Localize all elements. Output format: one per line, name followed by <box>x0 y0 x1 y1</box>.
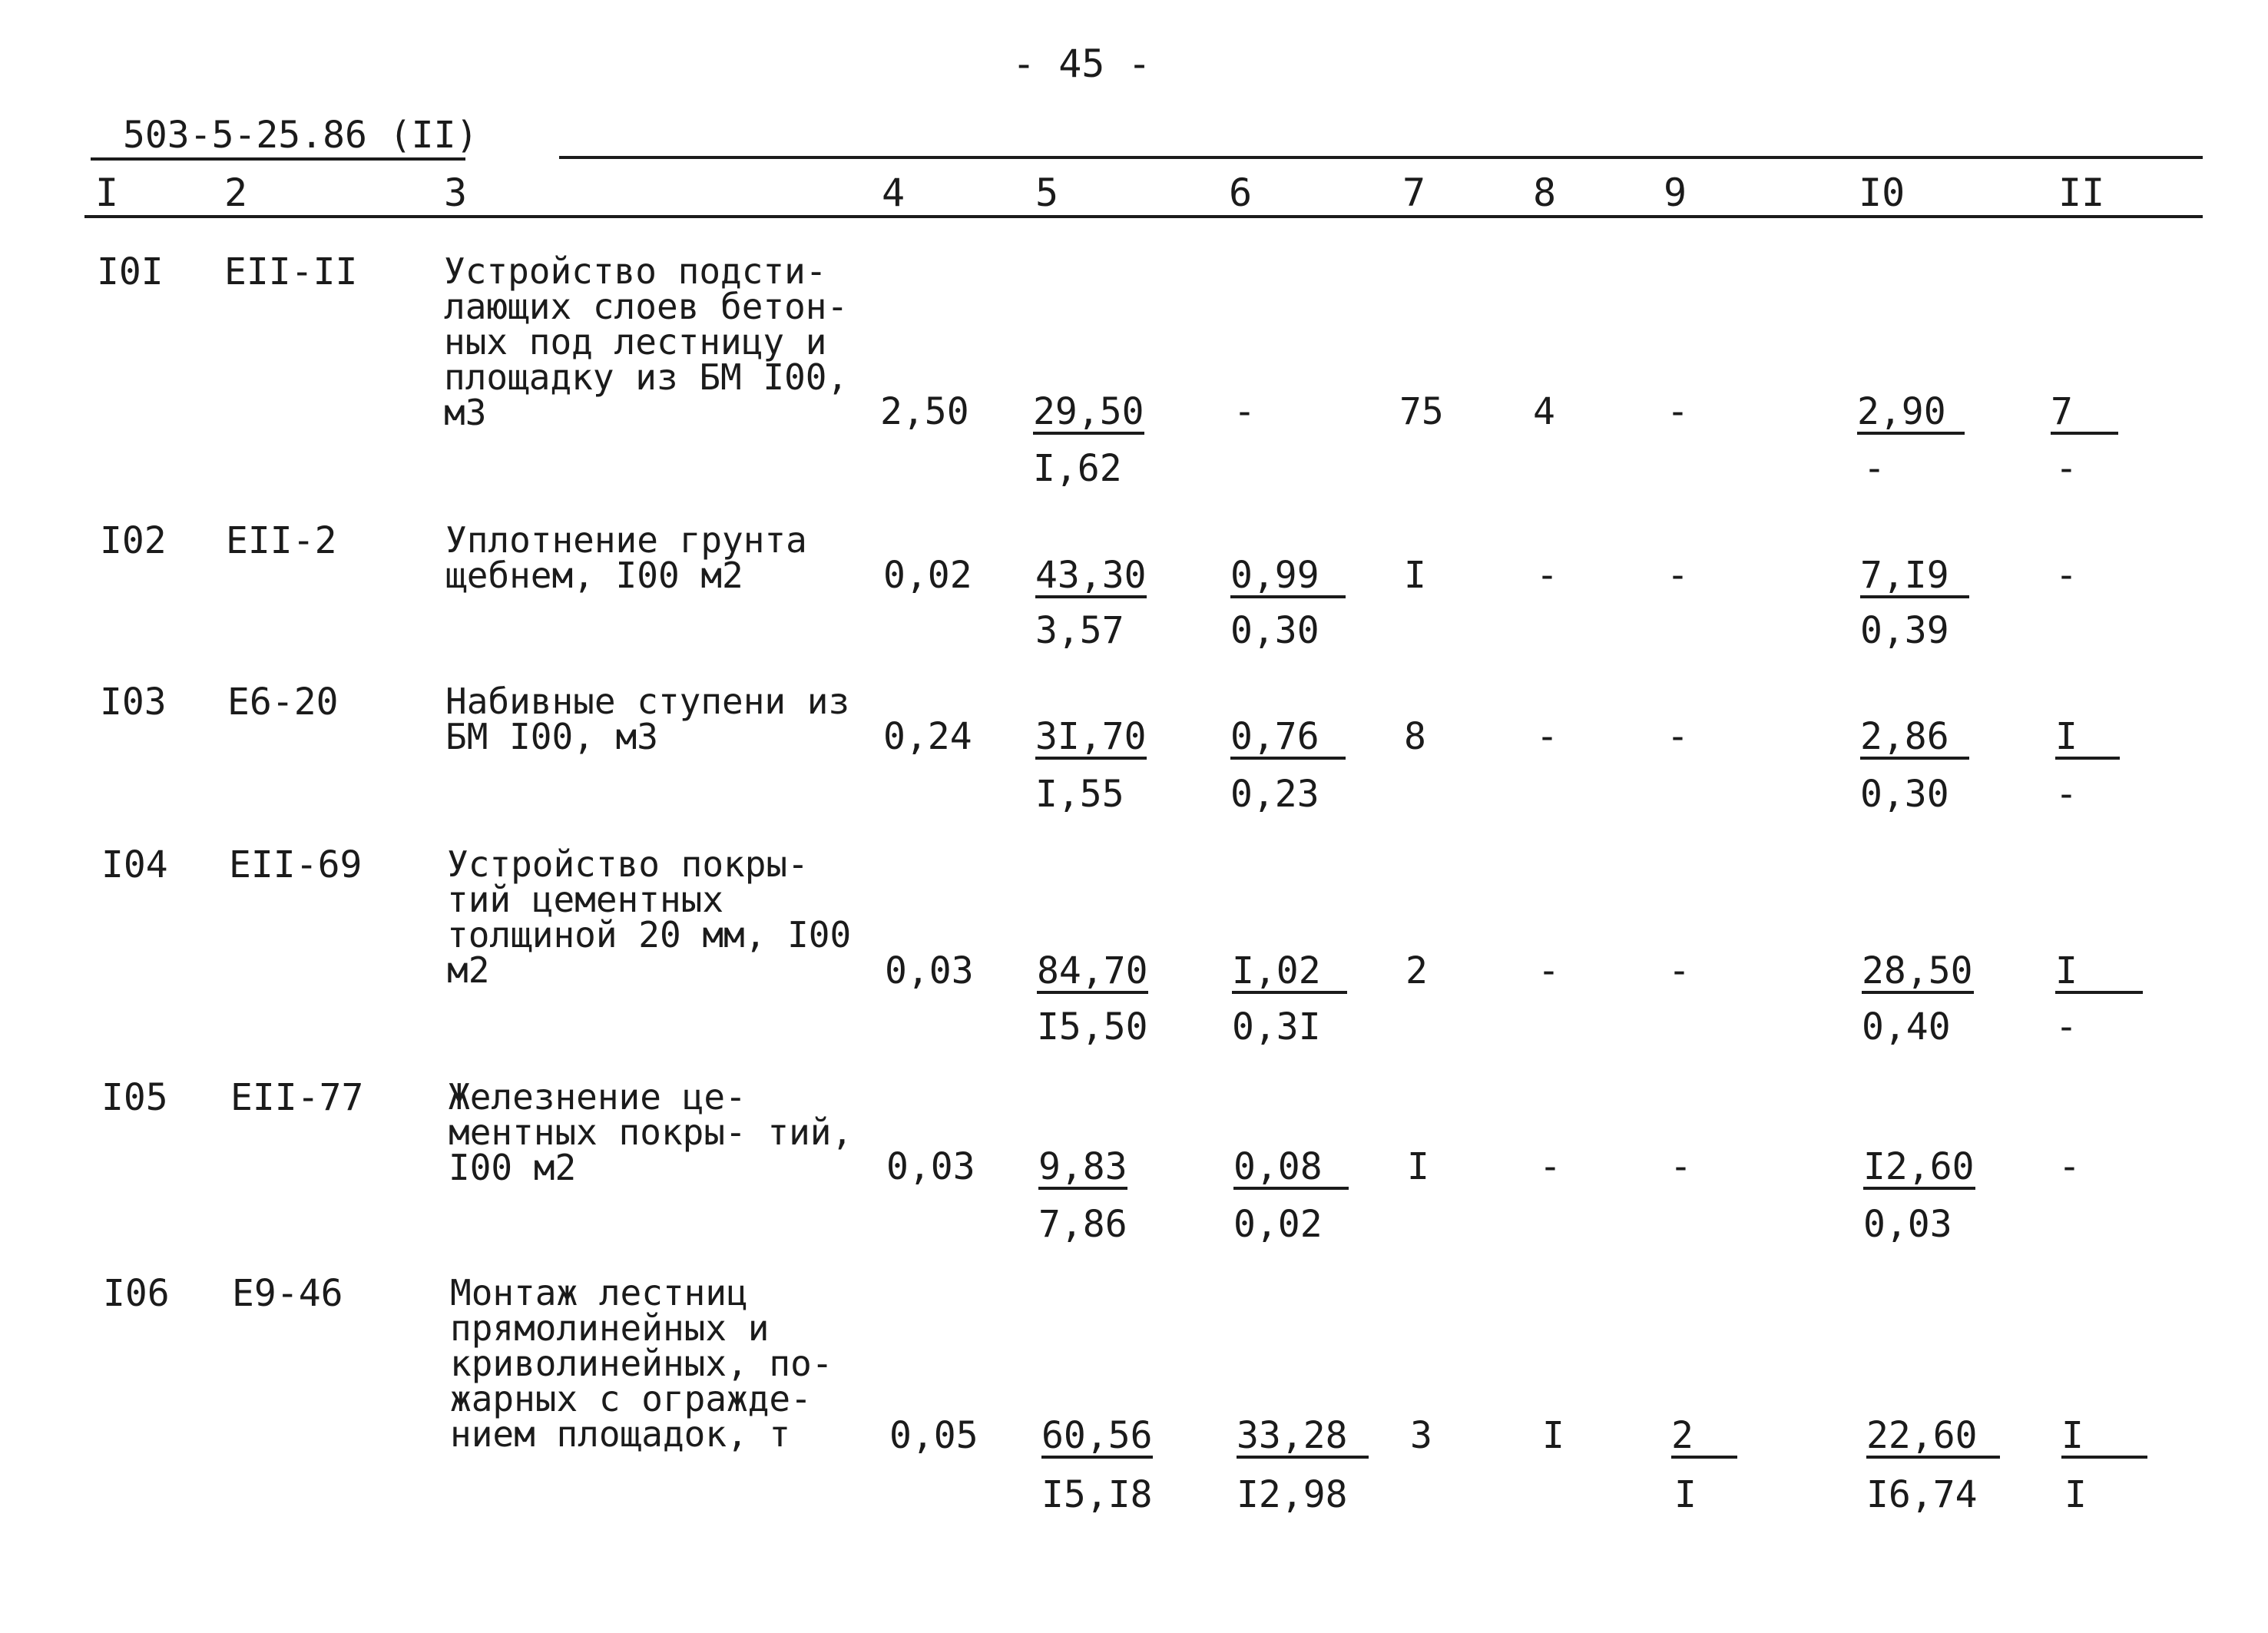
row-quantity: 0,02 <box>883 554 972 597</box>
row-code: EII-69 <box>229 843 363 886</box>
header-top-rule <box>559 156 2203 159</box>
col7: I <box>1407 1145 1429 1188</box>
row-code: EII-2 <box>226 519 337 562</box>
row-quantity: 2,50 <box>880 390 969 433</box>
row-number: I06 <box>103 1272 170 1315</box>
col7: I <box>1404 554 1426 597</box>
col-header-3: 3 <box>444 171 468 215</box>
row-description: Железнение це- ментных покры- тий, I00 м2 <box>449 1076 853 1188</box>
row-code: EII-77 <box>230 1076 364 1119</box>
col5-top: 29,50 <box>1033 390 1144 433</box>
col10-bottom: - <box>1863 447 1886 490</box>
col11-top: I <box>2055 718 2120 760</box>
col10-bottom: 0,39 <box>1860 609 1949 652</box>
col-header-4: 4 <box>882 171 906 215</box>
col9-top: - <box>1667 554 1689 597</box>
col6-bottom: 0,3I <box>1232 1005 1321 1048</box>
col6-top: - <box>1233 390 1256 433</box>
col5-bottom: I,55 <box>1035 773 1124 816</box>
col8: 4 <box>1533 390 1555 433</box>
row-code: E9-46 <box>232 1272 343 1315</box>
col9-top: - <box>1667 390 1689 433</box>
col5-top: 9,83 <box>1038 1145 1127 1188</box>
col5-bottom: 3,57 <box>1035 609 1124 652</box>
row-quantity: 0,24 <box>883 715 972 758</box>
col11-bottom: - <box>2055 773 2078 816</box>
col9-top: - <box>1668 949 1690 992</box>
col8: I <box>1542 1414 1564 1457</box>
col9-top: - <box>1670 1145 1692 1188</box>
col7: 8 <box>1404 715 1426 758</box>
col11-top: I <box>2061 1417 2147 1459</box>
row-number: I02 <box>100 519 167 562</box>
col10-bottom: I6,74 <box>1866 1473 1978 1516</box>
col5-top: 84,70 <box>1037 949 1148 992</box>
col9-bottom: I <box>1674 1473 1697 1516</box>
col7: 3 <box>1410 1414 1432 1457</box>
col9-top: - <box>1667 715 1689 758</box>
col6-top: 0,08 <box>1233 1148 1349 1190</box>
row-code: E6-20 <box>227 681 339 724</box>
col-header-7: 7 <box>1402 171 1426 215</box>
row-quantity: 0,03 <box>886 1145 975 1188</box>
col10-top: 28,50 <box>1862 949 1973 992</box>
doc-code-underline <box>91 157 465 161</box>
col10-top: 7,I9 <box>1860 557 1969 598</box>
col5-top: 3I,70 <box>1035 715 1147 758</box>
col6-bottom: I2,98 <box>1237 1473 1348 1516</box>
row-number: I04 <box>101 843 168 886</box>
col8: - <box>1536 554 1558 597</box>
col5-bottom: I,62 <box>1033 447 1122 490</box>
col9-top: 2 <box>1671 1417 1737 1459</box>
col11-top: 7 <box>2051 393 2118 435</box>
col11-bottom: I <box>2064 1473 2087 1516</box>
row-number: I03 <box>100 681 167 724</box>
col5-bottom: I5,50 <box>1037 1005 1148 1048</box>
col5-top: 60,56 <box>1041 1414 1153 1457</box>
document-code: 503-5-25.86 (II) <box>123 114 478 157</box>
col-header-10: I0 <box>1859 171 1905 215</box>
col5-bottom: I5,I8 <box>1041 1473 1153 1516</box>
col5-bottom: 7,86 <box>1038 1203 1127 1246</box>
col11-top: I <box>2055 952 2143 994</box>
col10-top: I2,60 <box>1863 1145 1975 1188</box>
col8: - <box>1539 1145 1561 1188</box>
col-header-6: 6 <box>1229 171 1253 215</box>
col8: - <box>1536 715 1558 758</box>
col6-top: 0,99 <box>1230 557 1346 598</box>
col10-bottom: 0,03 <box>1863 1203 1952 1246</box>
col11-top: - <box>2055 554 2078 597</box>
col-header-5: 5 <box>1035 171 1059 215</box>
col6-top: 0,76 <box>1230 718 1346 760</box>
page-number: - 45 - <box>1012 41 1151 86</box>
col6-top: 33,28 <box>1237 1417 1369 1459</box>
header-bottom-rule <box>84 215 2203 218</box>
col11-bottom: - <box>2055 1005 2078 1048</box>
col-header-11: II <box>2058 171 2105 215</box>
col-header-9: 9 <box>1664 171 1687 215</box>
col10-bottom: 0,40 <box>1862 1005 1951 1048</box>
col-header-1: I <box>95 171 119 215</box>
row-quantity: 0,05 <box>889 1414 978 1457</box>
row-description: Устройство покры- тий цементных толщиной 20 мм, I00 м2 <box>447 843 852 991</box>
col7: 2 <box>1405 949 1428 992</box>
row-description: Набивные ступени из БМ I00, м3 <box>445 681 850 757</box>
col6-bottom: 0,23 <box>1230 773 1319 816</box>
col10-bottom: 0,30 <box>1860 773 1949 816</box>
row-number: I0I <box>97 250 164 293</box>
row-description: Уплотнение грунта щебнем, I00 м2 <box>445 519 807 596</box>
col10-top: 22,60 <box>1866 1417 2000 1459</box>
col6-bottom: 0,30 <box>1230 609 1319 652</box>
col6-bottom: 0,02 <box>1233 1203 1323 1246</box>
col10-top: 2,86 <box>1860 718 1969 760</box>
col10-top: 2,90 <box>1857 393 1965 435</box>
col5-top: 43,30 <box>1035 554 1147 597</box>
row-description: Устройство подсти- лающих слоев бетон- ных под лестницу и площадку из БМ I00, м3 <box>444 250 849 433</box>
col-header-2: 2 <box>224 171 248 215</box>
col11-top: - <box>2058 1145 2081 1188</box>
col6-top: I,02 <box>1232 952 1347 994</box>
row-description: Монтаж лестниц прямолинейных и криволинейных, по- жарных с огражде- нием площадок, т <box>450 1272 833 1455</box>
col-header-8: 8 <box>1533 171 1557 215</box>
col8: - <box>1538 949 1560 992</box>
col11-bottom: - <box>2055 447 2078 490</box>
col7: 75 <box>1399 390 1444 433</box>
row-code: EII-II <box>224 250 358 293</box>
row-number: I05 <box>101 1076 168 1119</box>
row-quantity: 0,03 <box>885 949 974 992</box>
